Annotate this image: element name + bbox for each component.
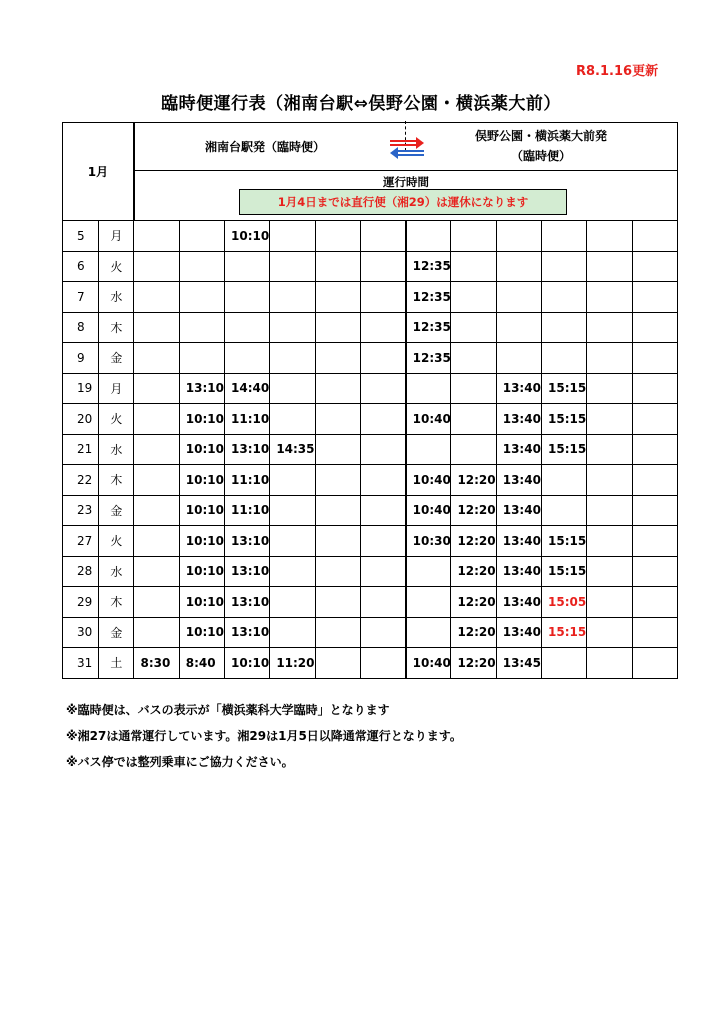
- departure-time-cell-shonandai: 8:30: [134, 648, 179, 679]
- schedule-label: 運行時間: [382, 175, 429, 189]
- departure-time-cell-matano: [406, 434, 451, 465]
- departure-time-cell-matano: 10:40: [406, 648, 451, 679]
- departure-time-cell-matano: 15:15: [542, 434, 587, 465]
- departure-time-cell-shonandai: [360, 343, 405, 374]
- month-label: 1月: [63, 123, 134, 221]
- departure-time-cell-shonandai: [134, 495, 179, 526]
- departure-time-cell-shonandai: [225, 343, 270, 374]
- departure-time-cell-shonandai: [179, 221, 224, 252]
- weekday-cell: 火: [99, 404, 134, 435]
- weekday-cell: 土: [99, 648, 134, 679]
- bidirectional-arrow-icon: [388, 136, 426, 160]
- departure-time-cell-matano: [587, 648, 632, 679]
- departure-time-cell-shonandai: [270, 587, 315, 618]
- table-row: [63, 526, 678, 557]
- table-row: [63, 221, 678, 252]
- table-row: [63, 556, 678, 587]
- departure-time-cell-shonandai: [315, 556, 360, 587]
- date-cell: 19: [63, 373, 99, 404]
- departure-time-cell-shonandai: 10:10: [179, 434, 224, 465]
- table-row: [63, 648, 678, 679]
- departure-time-cell-shonandai: [360, 526, 405, 557]
- weekday-cell: 木: [99, 312, 134, 343]
- date-cell: 23: [63, 495, 99, 526]
- page-title: 臨時便運行表（湘南台駅⇔俣野公園・横浜薬大前）: [161, 94, 561, 114]
- departure-time-cell-matano: [587, 556, 632, 587]
- weekday-cell: 月: [99, 373, 134, 404]
- table-row: [63, 282, 678, 313]
- departure-time-cell-shonandai: 10:10: [179, 465, 224, 496]
- departure-time-cell-matano: [451, 312, 496, 343]
- departure-time-cell-matano: [632, 404, 677, 435]
- departure-time-cell-matano: [587, 495, 632, 526]
- weekday-cell: 水: [99, 282, 134, 313]
- departure-time-cell-shonandai: [360, 312, 405, 343]
- departure-time-cell-matano: [632, 312, 677, 343]
- departure-time-cell-shonandai: [179, 251, 224, 282]
- departure-time-cell-shonandai: [360, 617, 405, 648]
- departure-time-cell-shonandai: [315, 495, 360, 526]
- departure-time-cell-matano: 12:35: [406, 343, 451, 374]
- departure-time-cell-shonandai: [134, 526, 179, 557]
- table-row: [63, 465, 678, 496]
- departure-time-cell-matano: 13:40: [496, 526, 541, 557]
- departure-time-cell-matano: 13:40: [496, 617, 541, 648]
- departure-time-cell-shonandai: [270, 526, 315, 557]
- departure-time-cell-matano: [632, 587, 677, 618]
- departure-time-cell-shonandai: 11:20: [270, 648, 315, 679]
- date-cell: 30: [63, 617, 99, 648]
- departure-time-cell-matano: [542, 282, 587, 313]
- departure-time-cell-matano: [632, 495, 677, 526]
- departure-time-cell-shonandai: [225, 251, 270, 282]
- date-cell: 7: [63, 282, 99, 313]
- weekday-cell: 火: [99, 251, 134, 282]
- departure-time-cell-shonandai: [134, 282, 179, 313]
- update-label: R8.1.16更新: [576, 64, 659, 79]
- departure-time-cell-shonandai: [360, 648, 405, 679]
- table-row: [63, 404, 678, 435]
- departure-time-cell-shonandai: [179, 282, 224, 313]
- weekday-cell: 火: [99, 526, 134, 557]
- departure-time-cell-matano: [632, 556, 677, 587]
- departure-time-cell-matano: 13:40: [496, 556, 541, 587]
- departure-right-line1: 俣野公園・横浜薬大前発: [474, 129, 607, 143]
- date-cell: 21: [63, 434, 99, 465]
- suspension-notice: 1月4日までは直行便（湘29）は運休になります: [239, 189, 567, 215]
- departure-time-cell-matano: 15:15: [542, 373, 587, 404]
- departure-time-cell-matano: [406, 221, 451, 252]
- departure-time-cell-matano: 13:45: [496, 648, 541, 679]
- departure-time-cell-matano: 13:40: [496, 404, 541, 435]
- departure-time-cell-matano: [632, 251, 677, 282]
- departure-right-line2: （臨時便）: [510, 149, 571, 163]
- departure-time-cell-shonandai: [315, 373, 360, 404]
- date-cell: 20: [63, 404, 99, 435]
- departure-time-cell-shonandai: [360, 221, 405, 252]
- departure-time-cell-shonandai: [179, 343, 224, 374]
- departure-time-cell-matano: [632, 282, 677, 313]
- departure-time-cell-matano: [542, 312, 587, 343]
- departure-time-cell-shonandai: 11:10: [225, 465, 270, 496]
- departure-time-cell-shonandai: [270, 617, 315, 648]
- note-item: ※湘27は通常運行しています。湘29は1月5日以降通常運行となります。: [66, 729, 462, 743]
- departure-time-cell-matano: [542, 495, 587, 526]
- departure-time-cell-shonandai: [360, 404, 405, 435]
- departure-time-cell-matano: [632, 373, 677, 404]
- departure-time-cell-shonandai: 10:10: [179, 617, 224, 648]
- departure-time-cell-matano: [587, 434, 632, 465]
- departure-time-cell-shonandai: 13:10: [225, 587, 270, 618]
- departure-time-cell-matano: [542, 465, 587, 496]
- table-row: [63, 495, 678, 526]
- table-row: [63, 312, 678, 343]
- date-cell: 6: [63, 251, 99, 282]
- departure-time-cell-matano: [451, 404, 496, 435]
- departure-time-cell-matano: 10:40: [406, 404, 451, 435]
- departure-time-cell-shonandai: 8:40: [179, 648, 224, 679]
- departure-time-cell-matano: [587, 526, 632, 557]
- departure-time-cell-matano: [451, 221, 496, 252]
- departure-time-cell-matano: [587, 251, 632, 282]
- departure-time-cell-shonandai: 10:10: [179, 495, 224, 526]
- departure-time-cell-shonandai: [315, 251, 360, 282]
- departure-time-cell-shonandai: [315, 343, 360, 374]
- timetable: [62, 122, 678, 679]
- departure-time-cell-shonandai: [270, 465, 315, 496]
- departure-time-cell-shonandai: [315, 312, 360, 343]
- departure-time-cell-matano: 13:40: [496, 587, 541, 618]
- departure-time-cell-matano: [496, 251, 541, 282]
- departure-time-cell-shonandai: 10:10: [179, 526, 224, 557]
- departure-time-cell-shonandai: [134, 434, 179, 465]
- departure-time-cell-matano: 15:05: [542, 587, 587, 618]
- table-row: [63, 251, 678, 282]
- note-item: ※バス停では整列乗車にご協力ください。: [66, 755, 294, 769]
- departure-time-cell-matano: [632, 617, 677, 648]
- weekday-cell: 木: [99, 465, 134, 496]
- departure-time-cell-shonandai: 13:10: [225, 526, 270, 557]
- departure-time-cell-shonandai: [179, 312, 224, 343]
- departure-time-cell-shonandai: 10:10: [225, 221, 270, 252]
- departure-time-cell-matano: 15:15: [542, 556, 587, 587]
- departure-time-cell-shonandai: [134, 251, 179, 282]
- departure-time-cell-shonandai: [134, 312, 179, 343]
- departure-time-cell-matano: [587, 221, 632, 252]
- departure-time-cell-shonandai: [315, 587, 360, 618]
- date-cell: 29: [63, 587, 99, 618]
- table-row: [63, 373, 678, 404]
- departure-time-cell-matano: 10:40: [406, 465, 451, 496]
- departure-time-cell-shonandai: 14:35: [270, 434, 315, 465]
- departure-time-cell-matano: [542, 343, 587, 374]
- departure-time-cell-matano: 12:20: [451, 526, 496, 557]
- weekday-cell: 金: [99, 617, 134, 648]
- departure-time-cell-matano: 12:35: [406, 251, 451, 282]
- departure-time-cell-shonandai: [315, 648, 360, 679]
- departure-time-cell-matano: [632, 434, 677, 465]
- departure-time-cell-matano: [632, 343, 677, 374]
- departure-time-cell-shonandai: [134, 373, 179, 404]
- weekday-cell: 水: [99, 434, 134, 465]
- weekday-cell: 金: [99, 343, 134, 374]
- table-row: [63, 617, 678, 648]
- departure-time-cell-shonandai: [225, 312, 270, 343]
- departure-time-cell-matano: 15:15: [542, 617, 587, 648]
- departure-time-cell-matano: [451, 434, 496, 465]
- departure-time-cell-matano: 15:15: [542, 404, 587, 435]
- departure-time-cell-shonandai: [270, 221, 315, 252]
- departure-time-cell-matano: 12:20: [451, 495, 496, 526]
- departure-time-cell-matano: 12:20: [451, 465, 496, 496]
- departure-time-cell-shonandai: [134, 404, 179, 435]
- departure-time-cell-shonandai: [360, 495, 405, 526]
- departure-time-cell-shonandai: [360, 251, 405, 282]
- date-cell: 9: [63, 343, 99, 374]
- departure-left-label: 湘南台駅発（臨時便）: [204, 140, 325, 154]
- table-row: [63, 343, 678, 374]
- weekday-cell: 月: [99, 221, 134, 252]
- departure-time-cell-matano: [496, 312, 541, 343]
- departure-time-cell-shonandai: [315, 617, 360, 648]
- departure-time-cell-shonandai: [360, 587, 405, 618]
- departure-time-cell-shonandai: 11:10: [225, 495, 270, 526]
- departure-time-cell-shonandai: [315, 526, 360, 557]
- departure-time-cell-matano: [542, 221, 587, 252]
- departure-time-cell-shonandai: [315, 221, 360, 252]
- departure-time-cell-shonandai: 10:10: [179, 404, 224, 435]
- departure-time-cell-shonandai: [360, 556, 405, 587]
- departure-time-cell-shonandai: 10:10: [225, 648, 270, 679]
- departure-time-cell-shonandai: 10:10: [179, 556, 224, 587]
- weekday-cell: 水: [99, 556, 134, 587]
- departure-time-cell-shonandai: [270, 404, 315, 435]
- departure-time-cell-matano: [587, 343, 632, 374]
- departure-time-cell-matano: 12:20: [451, 587, 496, 618]
- departure-time-cell-matano: 12:20: [451, 617, 496, 648]
- departure-time-cell-matano: [406, 587, 451, 618]
- departure-time-cell-matano: [496, 343, 541, 374]
- departure-time-cell-matano: [451, 282, 496, 313]
- departure-time-cell-matano: [587, 282, 632, 313]
- departure-time-cell-matano: 13:40: [496, 434, 541, 465]
- departure-time-cell-matano: 13:40: [496, 465, 541, 496]
- departure-time-cell-shonandai: 11:10: [225, 404, 270, 435]
- departure-time-cell-matano: [451, 343, 496, 374]
- departure-time-cell-shonandai: [360, 373, 405, 404]
- departure-time-cell-matano: 13:40: [496, 373, 541, 404]
- departure-time-cell-matano: [451, 373, 496, 404]
- departure-time-cell-shonandai: [270, 373, 315, 404]
- departure-time-cell-matano: 12:20: [451, 648, 496, 679]
- departure-time-cell-shonandai: [360, 465, 405, 496]
- notes: [66, 697, 462, 775]
- departure-time-cell-shonandai: [315, 465, 360, 496]
- departure-time-cell-shonandai: [134, 343, 179, 374]
- departure-time-cell-matano: 10:40: [406, 495, 451, 526]
- departure-time-cell-shonandai: [270, 343, 315, 374]
- departure-time-cell-matano: [542, 648, 587, 679]
- date-cell: 28: [63, 556, 99, 587]
- departure-time-cell-matano: [587, 312, 632, 343]
- departure-time-cell-shonandai: [270, 251, 315, 282]
- departure-time-cell-matano: 12:20: [451, 556, 496, 587]
- departure-time-cell-matano: [587, 465, 632, 496]
- departure-time-cell-matano: 10:30: [406, 526, 451, 557]
- departure-time-cell-matano: [542, 251, 587, 282]
- departure-time-cell-matano: [406, 556, 451, 587]
- departure-time-cell-shonandai: [270, 495, 315, 526]
- date-cell: 22: [63, 465, 99, 496]
- departure-time-cell-shonandai: [134, 221, 179, 252]
- departure-time-cell-shonandai: [134, 587, 179, 618]
- departure-time-cell-shonandai: [315, 434, 360, 465]
- departure-time-cell-matano: [451, 251, 496, 282]
- departure-time-cell-shonandai: [270, 282, 315, 313]
- weekday-cell: 金: [99, 495, 134, 526]
- departure-time-cell-matano: [632, 526, 677, 557]
- departure-right-label: [466, 126, 616, 166]
- departure-time-cell-matano: [587, 373, 632, 404]
- departure-time-cell-matano: [406, 617, 451, 648]
- table-row: [63, 434, 678, 465]
- departure-time-cell-matano: [587, 617, 632, 648]
- departure-time-cell-matano: 15:15: [542, 526, 587, 557]
- departure-time-cell-matano: [632, 221, 677, 252]
- departure-time-cell-matano: [406, 373, 451, 404]
- departure-time-cell-shonandai: [315, 404, 360, 435]
- departure-time-cell-matano: [587, 587, 632, 618]
- note-item: ※臨時便は、バスの表示が「横浜薬科大学臨時」となります: [66, 703, 390, 717]
- date-cell: 8: [63, 312, 99, 343]
- departure-time-cell-matano: [632, 648, 677, 679]
- departure-time-cell-shonandai: [134, 556, 179, 587]
- departure-time-cell-shonandai: 13:10: [225, 434, 270, 465]
- departure-time-cell-shonandai: [315, 282, 360, 313]
- weekday-cell: 木: [99, 587, 134, 618]
- departure-time-cell-matano: [496, 282, 541, 313]
- departure-time-cell-matano: 12:35: [406, 312, 451, 343]
- departure-time-cell-shonandai: [134, 617, 179, 648]
- departure-time-cell-matano: 13:40: [496, 495, 541, 526]
- departure-time-cell-shonandai: [270, 556, 315, 587]
- departure-time-cell-shonandai: [270, 312, 315, 343]
- date-cell: 5: [63, 221, 99, 252]
- departure-time-cell-shonandai: [360, 434, 405, 465]
- date-cell: 31: [63, 648, 99, 679]
- departure-time-cell-shonandai: 13:10: [225, 617, 270, 648]
- departure-time-cell-shonandai: 13:10: [179, 373, 224, 404]
- departure-time-cell-matano: [632, 465, 677, 496]
- departure-time-cell-shonandai: 10:10: [179, 587, 224, 618]
- departure-time-cell-shonandai: [360, 282, 405, 313]
- schedule-header: [134, 171, 678, 221]
- departure-time-cell-shonandai: 13:10: [225, 556, 270, 587]
- departure-time-cell-matano: 12:35: [406, 282, 451, 313]
- departure-time-cell-shonandai: [225, 282, 270, 313]
- departure-time-cell-shonandai: 14:40: [225, 373, 270, 404]
- departure-time-cell-matano: [587, 404, 632, 435]
- date-cell: 27: [63, 526, 99, 557]
- table-row: [63, 587, 678, 618]
- departure-header: [134, 123, 678, 171]
- departure-time-cell-matano: [496, 221, 541, 252]
- departure-time-cell-shonandai: [134, 465, 179, 496]
